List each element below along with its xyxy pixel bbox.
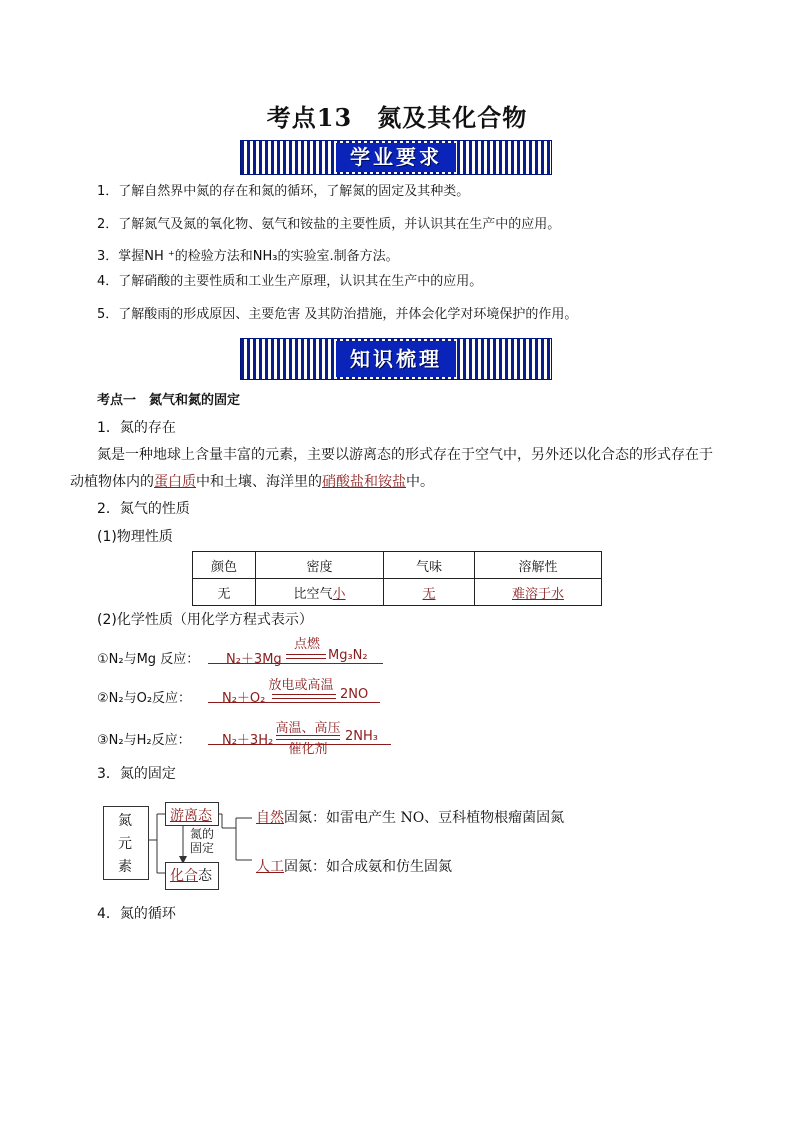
text-run: 固氮：如雷电产生 NO、豆科植物根瘤菌固氮 <box>284 810 565 826</box>
subsection-heading: (1)物理性质 <box>97 529 173 545</box>
reaction-catalyst: 催化剂 <box>288 742 328 757</box>
artificial-fixation <box>256 856 452 876</box>
element-char: 素 <box>118 859 132 875</box>
requirement-item: 2．了解氮气及氮的氧化物、氨气和铵盐的主要性质，并认识其在生产中的应用。 <box>97 217 561 232</box>
element-char: 元 <box>118 836 132 852</box>
subsection-heading: 3．氮的固定 <box>97 766 176 782</box>
table-header: 密度 <box>256 552 384 579</box>
combined-state-label <box>170 865 212 885</box>
reaction-condition: 放电或高温 <box>268 678 334 693</box>
free-state-label <box>170 805 212 825</box>
element-char: 氮 <box>118 813 132 829</box>
table-header: 气味 <box>384 552 475 579</box>
banner-label: 知识梳理 <box>336 341 456 377</box>
answer-solubility: 难溶于水 <box>475 579 602 606</box>
answer-free-state: 游离态 <box>170 808 212 824</box>
subsection-heading: 1．氮的存在 <box>97 420 176 436</box>
reaction-condition: 高温、高压 <box>275 721 341 736</box>
text-run: 态 <box>198 868 212 884</box>
answer-artificial: 人工 <box>256 859 284 875</box>
answer-density: 小 <box>332 586 346 602</box>
element-box <box>103 806 149 880</box>
table-cell: 无 <box>193 579 256 606</box>
answer-protein: 蛋白质 <box>154 474 196 490</box>
reaction-products: Mg₃N₂ <box>328 648 368 663</box>
cell-text: 比空气 <box>293 586 333 602</box>
subsection-heading: 2．氮气的性质 <box>97 501 190 517</box>
requirement-item: 1．了解自然界中氮的存在和氮的循环，了解氮的固定及其种类。 <box>97 184 470 199</box>
text-run: 中和土壤、海洋里的 <box>196 474 322 490</box>
reaction-condition: 点燃 <box>293 637 320 652</box>
text-run: 动植物体内的 <box>70 474 154 490</box>
text-run: 固氮：如合成氨和仿生固氮 <box>284 859 452 875</box>
paragraph-line: 氮是一种地球上含量丰富的元素，主要以游离态的形式存在于空气中，另外还以化合态的形式存在于 <box>97 447 713 463</box>
reaction-label: ②N₂与O₂反应： <box>97 691 192 706</box>
combined-state-box <box>165 862 219 890</box>
subsection-heading: 4．氮的循环 <box>97 906 176 922</box>
answer-combined-state: 化合 <box>170 868 198 884</box>
arrow-label <box>190 827 214 855</box>
subsection-heading: (2)化学性质（用化学方程式表示） <box>97 612 313 628</box>
reaction-reactants: N₂＋3Mg <box>226 652 282 667</box>
reaction-label: ①N₂与Mg 反应： <box>97 652 200 667</box>
table-header: 溶解性 <box>475 552 602 579</box>
free-state-box <box>165 802 219 826</box>
text-run: 中。 <box>406 474 434 490</box>
banner-label: 学业要求 <box>336 143 456 172</box>
answer-odor: 无 <box>384 579 475 606</box>
page-title: 考点13 氮及其化合物 <box>266 103 528 132</box>
answer-natural: 自然 <box>256 810 284 826</box>
arrow-label-line: 固定 <box>190 841 215 855</box>
requirement-item: 5．了解酸雨的形成原因、主要危害 及其防治措施，并体会化学对环境保护的作用。 <box>97 307 578 322</box>
reaction-products: 2NH₃ <box>345 729 378 744</box>
requirement-item: 4．了解硝酸的主要性质和工业生产原理，认识其在生产中的应用。 <box>97 274 483 289</box>
reaction-reactants: N₂＋3H₂ <box>222 733 274 748</box>
section-heading: 考点一 氮气和氮的固定 <box>97 393 241 408</box>
reaction-products: 2NO <box>340 687 369 702</box>
requirement-item: 3．掌握NH ⁺的检验方法和NH₃的实验室.制备方法。 <box>97 249 399 264</box>
reaction-reactants: N₂＋O₂ <box>222 691 266 706</box>
reaction-label: ③N₂与H₂反应： <box>97 733 191 748</box>
answer-salts: 硝酸盐和铵盐 <box>322 474 406 490</box>
table-header: 颜色 <box>193 552 256 579</box>
natural-fixation <box>256 807 564 827</box>
arrow-label-line: 氮的 <box>190 827 215 841</box>
